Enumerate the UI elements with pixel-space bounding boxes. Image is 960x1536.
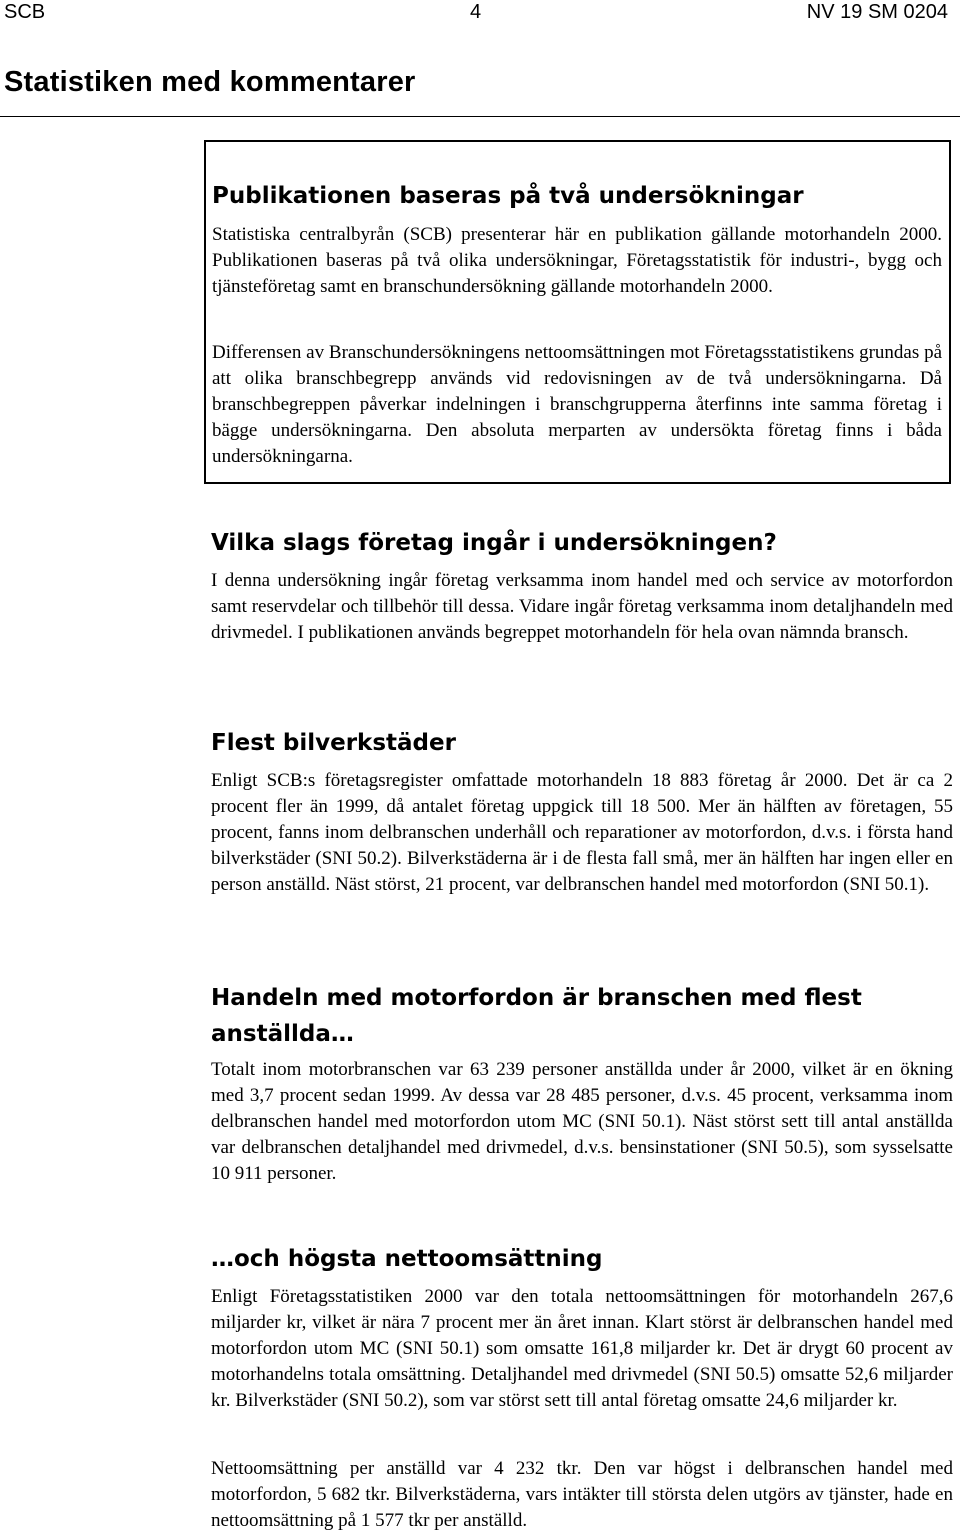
header-publisher: SCB — [4, 1, 46, 23]
title-divider — [0, 116, 960, 117]
page-title: Statistiken med kommentarer — [4, 66, 416, 98]
section-paragraph: Enligt SCB:s företagsregister omfattade motorhandeln 18 883 företag år 2000. Det är ca 2 procent fler än 1999, då antalet företag uppgick till 18 500. Mer än hälften av företagen, 55 procent, fanns inom delbranschen underhåll och reparationer av motorfordon, d.v.s. i första hand bilverkstäder (SNI 50.2). Bilverkstäderna är i de flesta fall små, mer än hälften har ingen eller en person anställd. Näst störst, 21 procent, var delbranschen handel med motorfordon (SNI 50.1). — [211, 770, 953, 895]
section-paragraph: Enligt Företagsstatistiken 2000 var den totala nettoomsättningen för motorhandeln 267,6 miljarder kr, vilket är nära 7 procent mer än året innan. Klart störst är delbranschen handel med motorfordon utom MC (SNI 50.1) som omsatte 161,8 miljarder kr. Det är drygt 60 procent av motorhandelns totala omsättning. Detaljhandel med drivmedel (SNI 50.5) omsatte 52,6 miljarder kr. Bilverkstäder (SNI 50.2), som var störst sett till antal företag omsatte 24,6 miljarder kr. — [211, 1286, 953, 1411]
section-heading: Vilka slags företag ingår i undersökningen? — [211, 530, 777, 556]
page-number: 4 — [470, 1, 482, 23]
document-code: NV 19 SM 0204 — [806, 1, 948, 23]
section-heading: …och högsta nettoomsättning — [211, 1246, 603, 1272]
section-heading: Handeln med motorfordon är branschen med flest anställda… — [211, 985, 862, 1047]
section-paragraph: I denna undersökning ingår företag verksamma inom handel med och service av motorfordon samt reservdelar och tillbehör till dessa. Vidare ingår företag verksamma inom detaljhandeln med drivmedel. I publikationen används begreppet motorhandeln för hela ovan nämnda bransch. — [211, 570, 953, 643]
section-paragraph: Nettoomsättning per anställd var 4 232 tkr. Den var högst i delbranschen handel med motorfordon, 5 682 tkr. Bilverkstäderna, vars intäkter till största delen utgörs av tjänster, hade en nettoomsättning på 1 577 tkr per anställd. — [211, 1458, 953, 1531]
section-heading: Flest bilverkstäder — [211, 730, 456, 756]
info-box-heading: Publikationen baseras på två undersökningar — [212, 183, 804, 209]
section-paragraph: Totalt inom motorbranschen var 63 239 personer anställda under år 2000, vilket är en ökning med 3,7 procent sedan 1999. Av dessa var 28 485 personer, d.v.s. 45 procent, verksamma inom delbranschen handel med motorfordon utom MC (SNI 50.1). Näst störst sett till antal anställda var delbranschen detaljhandel med drivmedel, d.v.s. bensinstationer (SNI 50.5), som sysselsatte 10 911 personer. — [211, 1059, 953, 1184]
info-box-paragraph: Statistiska centralbyrån (SCB) presenterar här en publikation gällande motorhandeln 2000. Publikationen baseras på två olika undersökningar, Företagsstatistik för industri-, bygg och tjänsteföretag samt en branschundersökning gällande motorhandeln 2000. — [212, 224, 942, 297]
info-box-paragraph: Differensen av Branschundersökningens nettoomsättningen mot Företagsstatistikens grundas på att olika branschbegrepp används vid redovisningen av de två undersökningarna. Då branschbegreppen påverkar indelningen i branschgrupperna återfinns inte samma företag i bägge undersökningarna. Den absoluta merparten av undersökta företag finns i båda undersökningarna. — [212, 342, 942, 467]
